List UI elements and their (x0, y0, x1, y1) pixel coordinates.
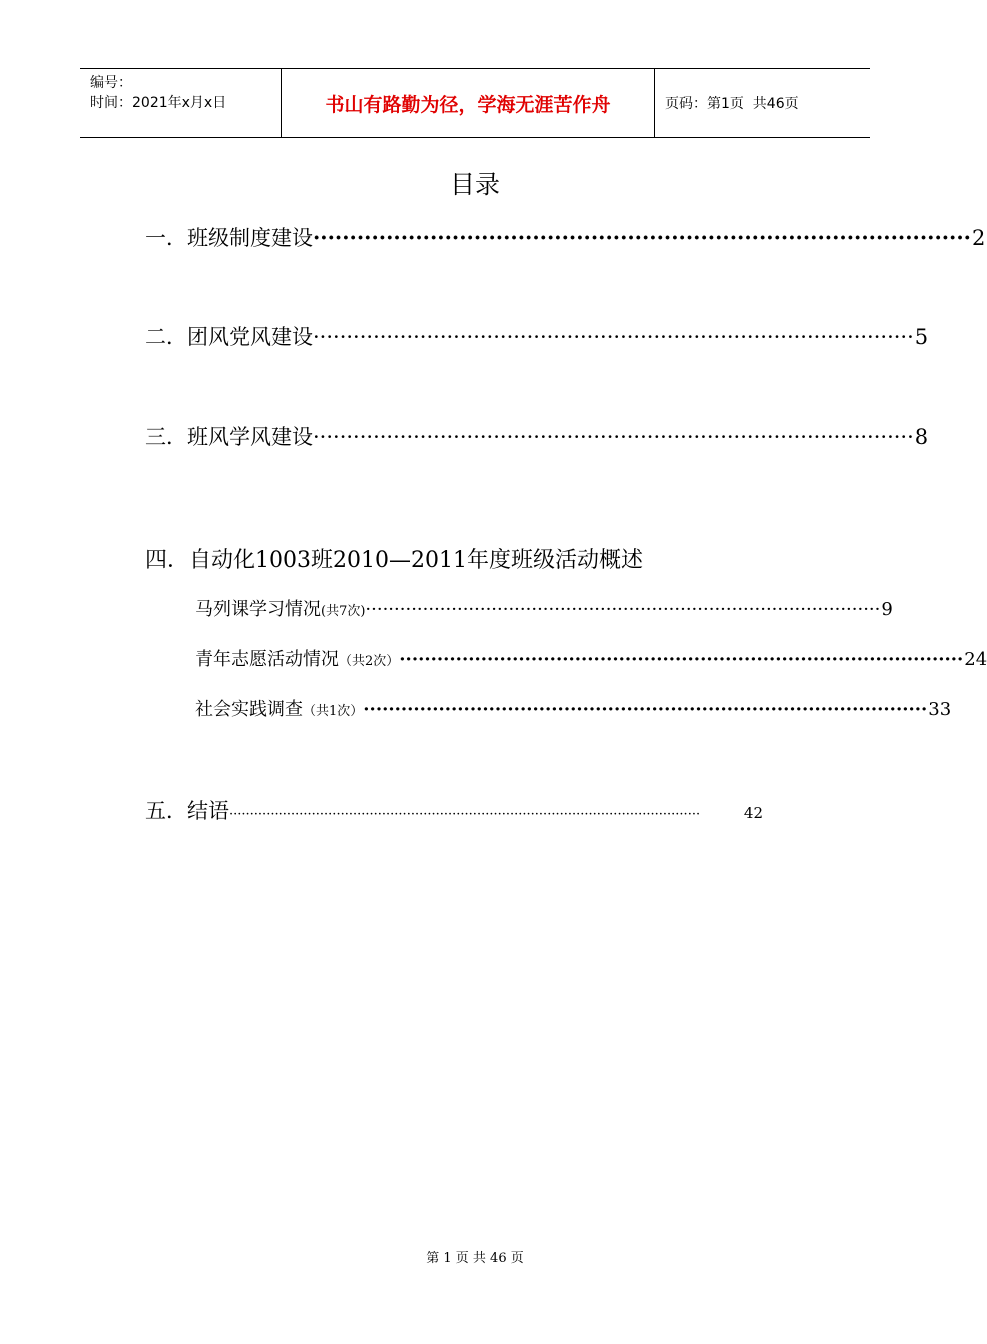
toc-subentry-label: 社会实践调查 (195, 699, 303, 720)
toc-subentry-page: 33 (928, 699, 952, 720)
toc-subentry-label: 马列课学习情况 (195, 599, 321, 620)
toc-entry (145, 222, 986, 252)
toc-subentry (195, 595, 893, 621)
toc-title: 目录 (449, 170, 500, 199)
header-motto: 书山有路勤为径，学海无涯苦作舟 (282, 69, 655, 137)
toc-entry-label: 二．团风党风建设 (145, 325, 313, 349)
toc-entry-label: 五．结语 (145, 799, 229, 823)
toc-entry-label: 三．班风学风建设 (145, 425, 313, 449)
toc-entry (145, 795, 763, 825)
toc-subentry-note: （共2次） (339, 654, 400, 669)
toc-subentry (195, 645, 987, 671)
toc-subentry-note: （共1次） (303, 704, 364, 719)
toc-leader-dots: ·················································································································· (229, 807, 701, 822)
toc-entry (145, 321, 929, 351)
toc-subentry-label: 青年志愿活动情况 (195, 649, 339, 670)
header-meta (80, 69, 282, 137)
toc-entry (145, 421, 929, 451)
toc-subentry-note: (共7次) (321, 604, 366, 619)
toc-leader-dots: ·························································································· (313, 425, 914, 449)
toc-leader-dots: ·························································································· (313, 225, 971, 250)
section-heading: 四．自动化1003班2010—2011年度班级活动概述 (145, 548, 643, 573)
toc-leader-dots: ·························································································· (399, 649, 964, 670)
toc-entry-page: 5 (914, 325, 929, 349)
toc-subentry-page: 9 (881, 599, 893, 620)
toc-entry-page: 42 (743, 804, 763, 822)
toc-entry-label: 一．班级制度建设 (145, 226, 313, 250)
toc-entry-page: 8 (914, 425, 929, 449)
header-page-info (655, 69, 870, 137)
document-header (80, 68, 870, 138)
toc-leader-dots: ·························································································· (313, 325, 914, 349)
footer-page-number: 第 1 页 共 46 页 (426, 1251, 524, 1266)
page-footer (0, 1247, 950, 1266)
toc-leader-dots: ·························································································· (363, 699, 928, 720)
toc-leader-dots: ·························································································· (365, 599, 881, 620)
number-label: 编号： (90, 75, 132, 91)
toc-entry-page: 2 (972, 226, 986, 250)
page-info-text: 页码：第1页 共46页 (665, 96, 799, 112)
time-label: 时间：2021年x月x日 (90, 95, 227, 111)
toc-subentry (195, 695, 952, 721)
toc-subentry-page: 24 (964, 649, 987, 670)
